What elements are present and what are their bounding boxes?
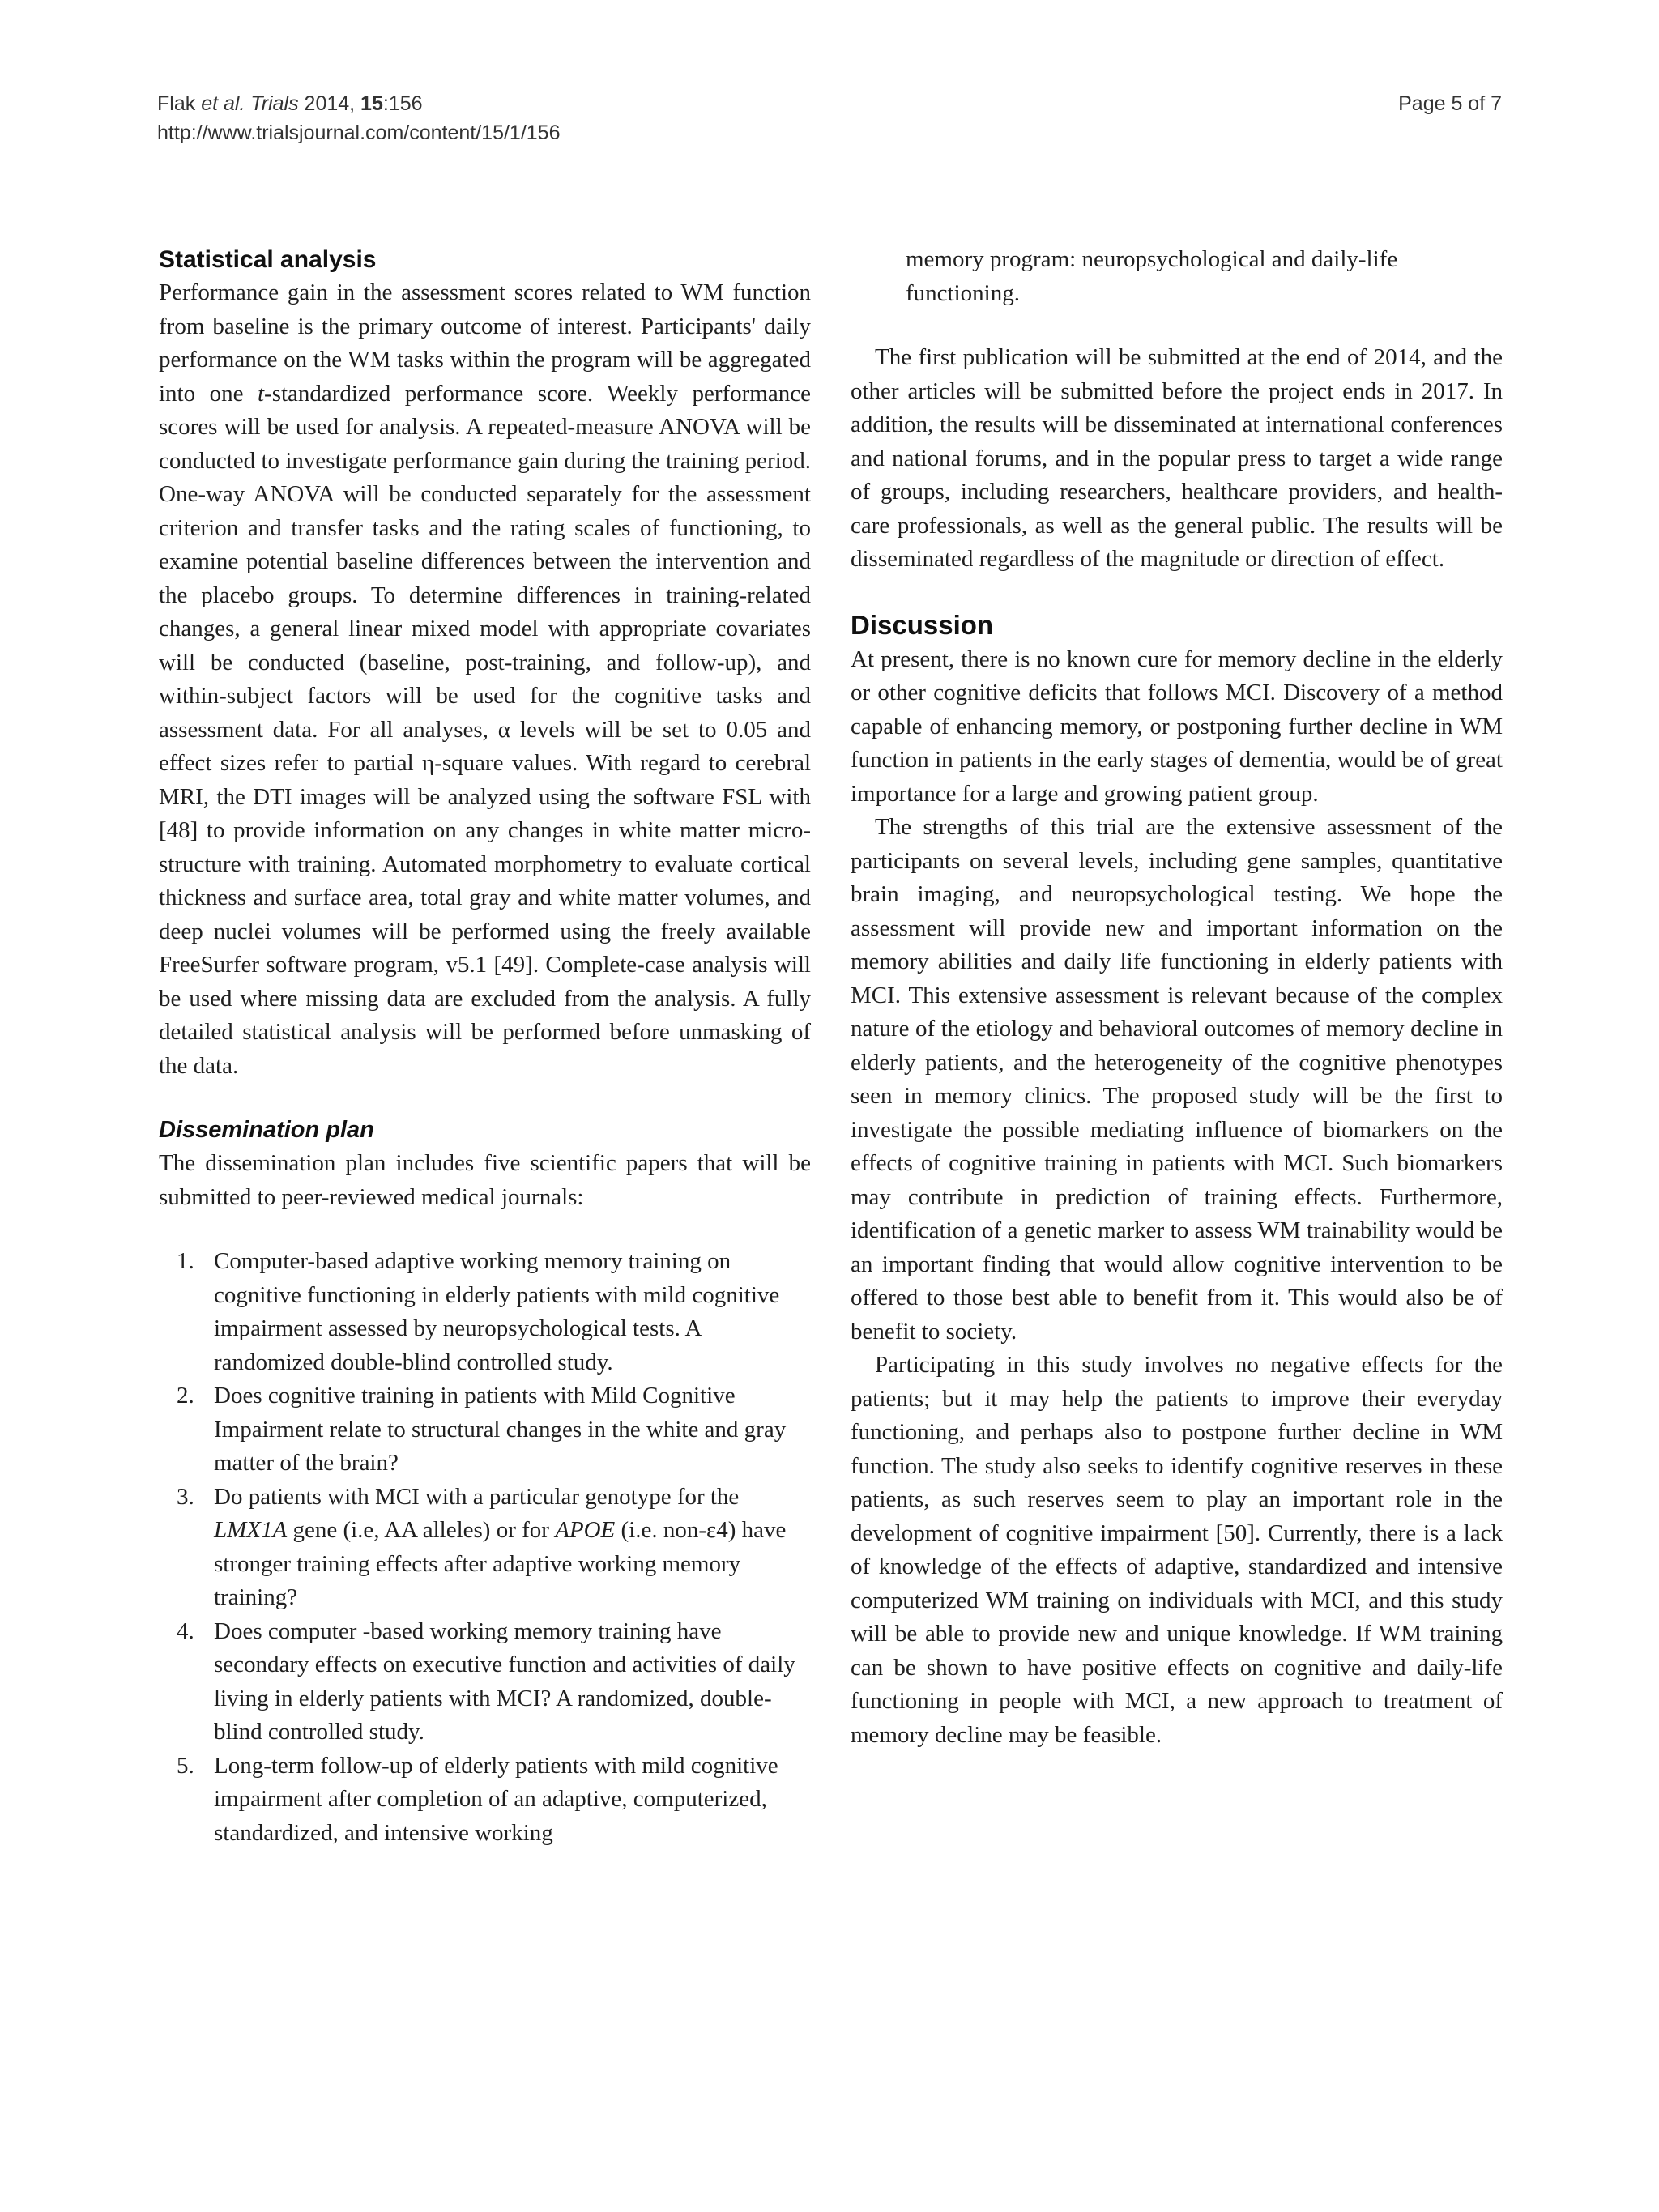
- discussion-paragraph-1: At present, there is no known cure for memory decline in the elderly or other cognitive deficits that follows MCI. Discovery of a method capable of enhancing memory, or postponing further decline in WM function in patients in the early stages of dementia, would be of great importance for a large and growing patient group.: [851, 646, 1503, 807]
- discussion-heading: Discussion: [851, 609, 994, 640]
- dissemination-plan-heading: Dissemination plan: [159, 1117, 374, 1143]
- list-item-continuation: memory program: neuropsychological and daily-life functioning.: [906, 246, 1398, 306]
- publication-paragraph: The first publication will be submitted at the end of 2014, and the other articles will be submitted before the project ends in 2017. In addition, the results will be disseminated at international conferences and national forums, and in the popular press to target a wide range of groups, including researchers, healthcare providers, and health-care professionals, as well as the general public. The results will be disseminated regardless of the magnitude or direction of effect.: [851, 344, 1503, 572]
- right-column: [851, 243, 1503, 1752]
- article-url: http://www.trialsjournal.com/content/15/1/156: [157, 121, 561, 144]
- dissemination-list: [159, 1245, 811, 1850]
- statistical-analysis-paragraph: Performance gain in the assessment scores related to WM function from baseline is the primary outcome of interest. Participants' daily performance on the WM tasks within the program will be aggregated into one t-standardized performance score. Weekly performance scores will be used for analysis. A repeated-measure ANOVA will be conducted to investigate performance gain during the training period. One-way ANOVA will be conducted separately for the assessment criterion and transfer tasks and the rating scales of functioning, to examine potential baseline differences between the intervention and the placebo groups. To determine differences in training-related changes, a general linear mixed model with appropriate covariates will be conducted (baseline, post-training, and follow-up), and within-subject factors will be used for the cognitive tasks and assessment data. For all analyses, α levels will be set to 0.05 and effect sizes refer to partial η-square values. With regard to cerebral MRI, the DTI images will be analyzed using the software FSL with [48] to provide information on any changes in white matter microstructure with training. Automated morphometry to evaluate cortical thickness and surface area, total gray and white matter volumes, and deep nuclei volumes will be performed using the freely available FreeSurfer software program, v5.1 [49]. Complete-case analysis will be used where missing data are excluded from the analysis. A fully detailed statistical analysis will be performed before unmasking of the data.: [159, 279, 811, 1079]
- statistical-analysis-heading: Statistical analysis: [159, 246, 377, 273]
- list-item: 4. Does computer -based working memory training have secondary effects on executive function and activities of daily living in elderly patients with MCI? A randomized, double-blind controlled study.: [177, 1617, 795, 1745]
- article-citation: Flak et al. Trials 2014, 15:156: [157, 92, 423, 115]
- page-number: Page 5 of 7: [1398, 92, 1502, 115]
- discussion-paragraph-3: Participating in this study involves no negative effects for the patients; but it may help the patients to improve their everyday functioning, and perhaps also to postpone further decline in WM function. The study also seeks to identify cognitive reserves in these patients, as such reserves seem to play an important role in the development of cognitive impairment [50]. Currently, there is a lack of knowledge of the effects of adaptive, standardized and intensive computerized WM training on individuals with MCI, and this study will be able to provide new and unique knowledge. If WM training can be shown to have positive effects on cognitive and daily-life functioning in people with MCI, a new approach to treatment of memory decline may be feasible.: [851, 1352, 1503, 1748]
- list-item: 2. Does cognitive training in patients with Mild Cognitive Impairment relate to structural changes in the white and gray matter of the brain?: [177, 1383, 787, 1476]
- list-item: 1. Computer-based adaptive working memory training on cognitive functioning in elderly patients with mild cognitive impairment assessed by neuropsychological tests. A randomized double-blind controlled study.: [177, 1248, 780, 1375]
- discussion-paragraph-2: The strengths of this trial are the extensive assessment of the participants on several levels, including gene samples, quantitative brain imaging, and neuropsychological testing. We hope the assessment will provide new and important information on the memory abilities and daily life functioning in elderly patients with MCI. This extensive assessment is relevant because of the complex nature of the etiology and behavioral outcomes of memory decline in elderly patients, and the heterogeneity of the cognitive phenotypes seen in memory clinics. The proposed study will be the first to investigate the possible mediating influence of biomarkers on the effects of cognitive training in patients with MCI. Such biomarkers may contribute in prediction of training effects. Furthermore, identification of a genetic marker to assess WM trainability would be an important finding that would allow cognitive intervention to be offered to those best able to benefit from it. This would also be of benefit to society.: [851, 814, 1503, 1345]
- list-item: 3. Do patients with MCI with a particular genotype for the LMX1A gene (i.e, AA alleles) or for APOE (i.e. non-ε4) have stronger training effects after adaptive working memory training?: [177, 1483, 787, 1610]
- list-item: 5. Long-term follow-up of elderly patients with mild cognitive impairment after completion of an adaptive, computerized, standardized, and intensive working: [177, 1752, 778, 1846]
- dissemination-intro: The dissemination plan includes five scientific papers that will be submitted to peer-reviewed medical journals:: [159, 1150, 811, 1210]
- left-column: [159, 243, 811, 1850]
